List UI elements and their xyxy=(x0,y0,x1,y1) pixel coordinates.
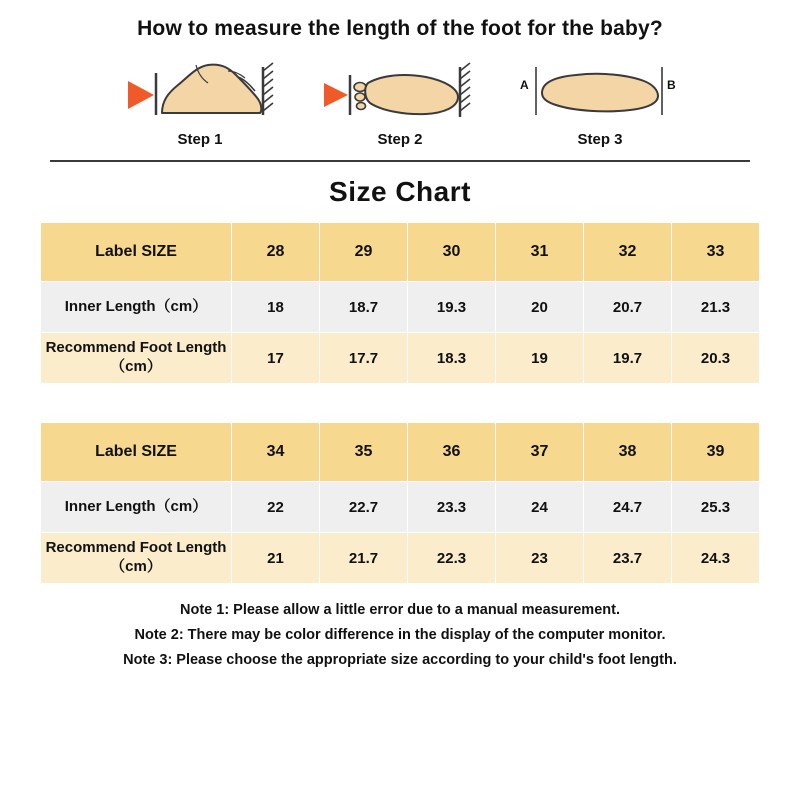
table-cell: 28 xyxy=(232,223,320,282)
table-cell: 21 xyxy=(232,533,320,584)
step-1-label: Step 1 xyxy=(177,131,223,148)
table-row xyxy=(41,482,760,533)
table-cell: 18.3 xyxy=(408,333,496,384)
table-cell: 19 xyxy=(496,333,584,384)
measure-instruction-title: How to measure the length of the foot for the baby? xyxy=(137,17,663,40)
row-label: Recommend Foot Length（cm） xyxy=(41,333,232,384)
section-divider xyxy=(50,160,750,162)
table-cell: 23.3 xyxy=(408,482,496,533)
table-cell: 20.7 xyxy=(584,282,672,333)
table-cell: 23.7 xyxy=(584,533,672,584)
table-row xyxy=(41,333,760,384)
table-cell: 29 xyxy=(320,223,408,282)
table-cell: 38 xyxy=(584,423,672,482)
table-cell: 23 xyxy=(496,533,584,584)
table-cell: 35 xyxy=(320,423,408,482)
table-cell: 18.7 xyxy=(320,282,408,333)
table-cell: 25.3 xyxy=(672,482,760,533)
table-cell: 24 xyxy=(496,482,584,533)
table-row xyxy=(41,223,760,282)
table-cell: 33 xyxy=(672,223,760,282)
table-cell: 37 xyxy=(496,423,584,482)
table-cell: 20 xyxy=(496,282,584,333)
row-label: Inner Length（cm） xyxy=(41,482,232,533)
note-3: Note 3: Please choose the appropriate size according to your child's foot length. xyxy=(123,652,677,668)
foot-outline-a-to-b-icon xyxy=(500,53,700,123)
table-cell: 22.7 xyxy=(320,482,408,533)
table-cell: 19.3 xyxy=(408,282,496,333)
note-2: Note 2: There may be color difference in the display of the computer monitor. xyxy=(134,627,666,643)
table-cell: 36 xyxy=(408,423,496,482)
table-cell: 21.3 xyxy=(672,282,760,333)
svg-text:A: A xyxy=(520,78,529,92)
table-row xyxy=(41,533,760,584)
table-cell: 17 xyxy=(232,333,320,384)
size-table-2 xyxy=(40,422,760,584)
foot-side-view-with-ruler-icon xyxy=(100,53,300,123)
table-cell: 32 xyxy=(584,223,672,282)
row-label: Label SIZE xyxy=(41,223,232,282)
size-table-1 xyxy=(40,222,760,384)
table-cell: 20.3 xyxy=(672,333,760,384)
table-cell: 24.3 xyxy=(672,533,760,584)
table-cell: 31 xyxy=(496,223,584,282)
measure-step-2 xyxy=(300,53,500,148)
row-label: Recommend Foot Length（cm） xyxy=(41,533,232,584)
table-cell: 22 xyxy=(232,482,320,533)
measure-step-1 xyxy=(100,53,300,148)
foot-top-view-with-wall-icon xyxy=(300,53,500,123)
svg-text:B: B xyxy=(667,78,676,92)
step-2-label: Step 2 xyxy=(377,131,423,148)
measure-step-3 xyxy=(500,53,700,148)
table-cell: 39 xyxy=(672,423,760,482)
table-cell: 30 xyxy=(408,223,496,282)
table-row xyxy=(41,282,760,333)
step-3-label: Step 3 xyxy=(577,131,623,148)
table-cell: 17.7 xyxy=(320,333,408,384)
table-cell: 34 xyxy=(232,423,320,482)
table-cell: 21.7 xyxy=(320,533,408,584)
table-cell: 18 xyxy=(232,282,320,333)
table-cell: 19.7 xyxy=(584,333,672,384)
measure-steps-row xyxy=(0,53,800,148)
size-chart-title: Size Chart xyxy=(329,176,471,207)
table-cell: 22.3 xyxy=(408,533,496,584)
row-label: Label SIZE xyxy=(41,423,232,482)
note-1: Note 1: Please allow a little error due to a manual measurement. xyxy=(180,602,620,618)
row-label: Inner Length（cm） xyxy=(41,282,232,333)
notes-section xyxy=(40,602,760,668)
table-spacer xyxy=(0,384,800,408)
table-cell: 24.7 xyxy=(584,482,672,533)
table-row xyxy=(41,423,760,482)
